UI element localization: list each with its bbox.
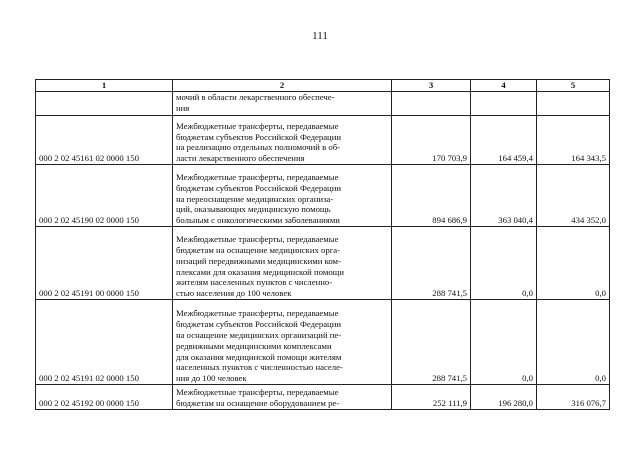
row-value-1: 894 686,9 — [392, 165, 471, 227]
row-value-3: 164 343,5 — [537, 116, 610, 165]
column-header-code: 1 — [36, 80, 173, 92]
row-value-3: 316 076,7 — [537, 385, 610, 410]
budget-table — [35, 79, 610, 410]
row-code: 000 2 02 45191 00 0000 150 — [36, 227, 173, 300]
row-name: Межбюджетные трансферты, передаваемые бюджетам субъектов Российской Федерации на переоснащение медицинских организа- ций, оказывающих медицинскую помощь больным с онкологическими заболеваниями — [173, 165, 392, 227]
row-name: Межбюджетные трансферты, передаваемые бюджетам субъектов Российской Федерации на оснащение медицинских организаций пе- редвижными медицинскими комплексами для оказания медицинской помощи жителям населенных пунктов с численностью населе- ния до 100 человек — [173, 300, 392, 385]
row-value-1: 288 741,5 — [392, 300, 471, 385]
table-header-row — [36, 80, 610, 92]
row-value-1: 288 741,5 — [392, 227, 471, 300]
row-code — [36, 92, 173, 116]
row-value-3: 434 352,0 — [537, 165, 610, 227]
column-header-year-3: 5 — [537, 80, 610, 92]
column-header-year-2: 4 — [471, 80, 537, 92]
row-name: Межбюджетные трансферты, передаваемые бюджетам субъектов Российской Федерации на реализацию отдельных полномочий в об- ласти лекарственного обеспечения — [173, 116, 392, 165]
row-value-3: 0,0 — [537, 227, 610, 300]
row-value-3: 0,0 — [537, 300, 610, 385]
table-row — [36, 300, 610, 385]
row-value-2: 363 040,4 — [471, 165, 537, 227]
table-row — [36, 165, 610, 227]
row-value-1: 252 111,9 — [392, 385, 471, 410]
row-value-2: 196 280,0 — [471, 385, 537, 410]
row-code: 000 2 02 45192 00 0000 150 — [36, 385, 173, 410]
column-header-name: 2 — [173, 80, 392, 92]
table-row — [36, 227, 610, 300]
row-value-2: 0,0 — [471, 300, 537, 385]
page-number: 111 — [312, 30, 328, 42]
row-name: мочий в области лекарственного обеспече- ния — [173, 92, 392, 116]
row-name: Межбюджетные трансферты, передаваемые бюджетам на оснащение медицинских орга- низаций передвижными медицинскими ком- плексами для оказания медицинской помощи жителям населенных пунктов с численно- стью населения до 100 человек — [173, 227, 392, 300]
row-value-3 — [537, 92, 610, 116]
row-value-1 — [392, 92, 471, 116]
row-value-2: 0,0 — [471, 227, 537, 300]
table-row — [36, 116, 610, 165]
column-header-year-1: 3 — [392, 80, 471, 92]
row-name: Межбюджетные трансферты, передаваемые бюджетам на оснащение оборудованием ре- — [173, 385, 392, 410]
row-value-2: 164 459,4 — [471, 116, 537, 165]
row-code: 000 2 02 45191 02 0000 150 — [36, 300, 173, 385]
table-row — [36, 92, 610, 116]
row-code: 000 2 02 45190 02 0000 150 — [36, 165, 173, 227]
row-code: 000 2 02 45161 02 0000 150 — [36, 116, 173, 165]
row-value-2 — [471, 92, 537, 116]
row-value-1: 170 703,9 — [392, 116, 471, 165]
table-row — [36, 385, 610, 410]
